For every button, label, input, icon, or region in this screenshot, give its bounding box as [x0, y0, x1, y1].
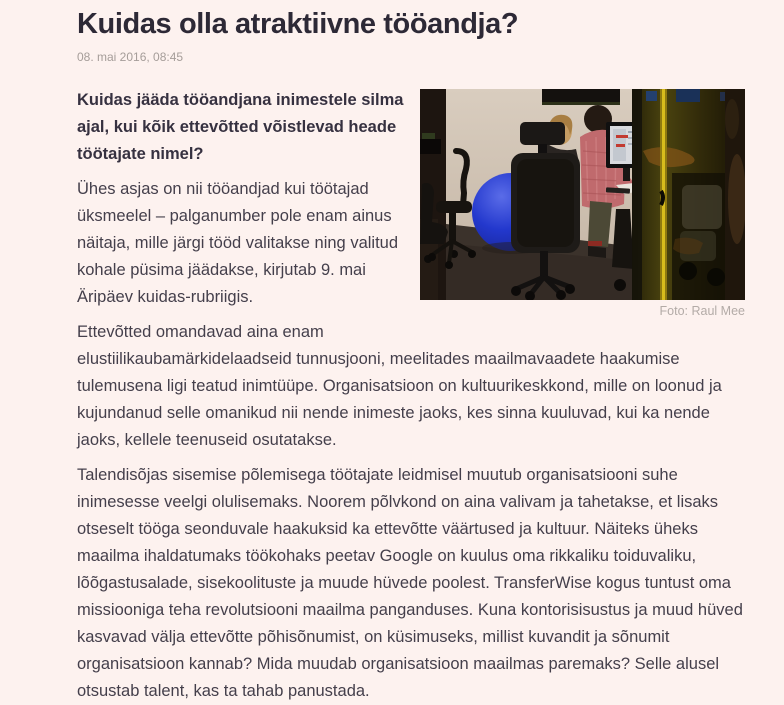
article-lead: Kuidas jääda tööandjana inimestele silma ajal, kui kõik ettevõtted võistlevad heade töötajate nimel?	[77, 91, 404, 164]
article-paragraph-2: Ettevõtted omandavad aina enam elustiilikaubamärkidelaadseid tunnusjooni, meelitades maailmavaadete haakumise tulemusena ligi teatud inimtüüpe. Organisatsioon on kultuurikeskkond, mille on loonud ja kujundanud selle omanikud nii nende inimeste jaoks, kes sinna kuuluvad, kui ka nende jaoks, kellele teenuseid osutatakse.	[77, 323, 722, 450]
article-paragraph-1: Ühes asjas on nii tööandjad kui töötajad üksmeelel – palganumber pole enam ainus näitaja, mille järgi tööd valitakse ning valitud kohale püsima jäädakse, kirjutab 9. mai Äripäev kuidas-rubriigis.	[77, 180, 399, 307]
photo-credit: Foto: Raul Mee	[659, 304, 745, 319]
article-title: Kuidas olla atraktiivne tööandja?	[77, 8, 519, 40]
article-date: 08. mai 2016, 08:45	[77, 50, 184, 65]
article-figure	[420, 89, 745, 319]
article-body	[77, 87, 745, 705]
office-photo-illustration	[420, 89, 745, 300]
article-paragraph-3: Talendisõjas sisemise põlemisega töötajate leidmisel muutub organisatsiooni suhe inimesesse veelgi olulisemaks. Noorem põlvkond on aina valivam ja tahetakse, et lisaks otseselt tööga seonduvale haakuksid ka ettevõtte väärtused ja kultuur. Näiteks üheks maailma ihaldatumaks töökohaks peetav Google on kuulus oma rikkaliku toiduvaliku, lõõgastusalade, sisekoolituste ja muude hüvede poolest. TransferWise kogus tuntust oma missiooniga teha revolutsiooni maailma panganduses. Kuna kontorisisustus ja muud hüved kasvavad välja ettevõtte põhisõnumist, on küsimuseks, millist kuvandit ja sõnumit organisatsioon kannab? Mida muudab organisatsioon maailmas paremaks? Selle alusel otsustab talent, kas ta tahab panustada.	[77, 466, 743, 701]
article-photo	[420, 89, 745, 300]
